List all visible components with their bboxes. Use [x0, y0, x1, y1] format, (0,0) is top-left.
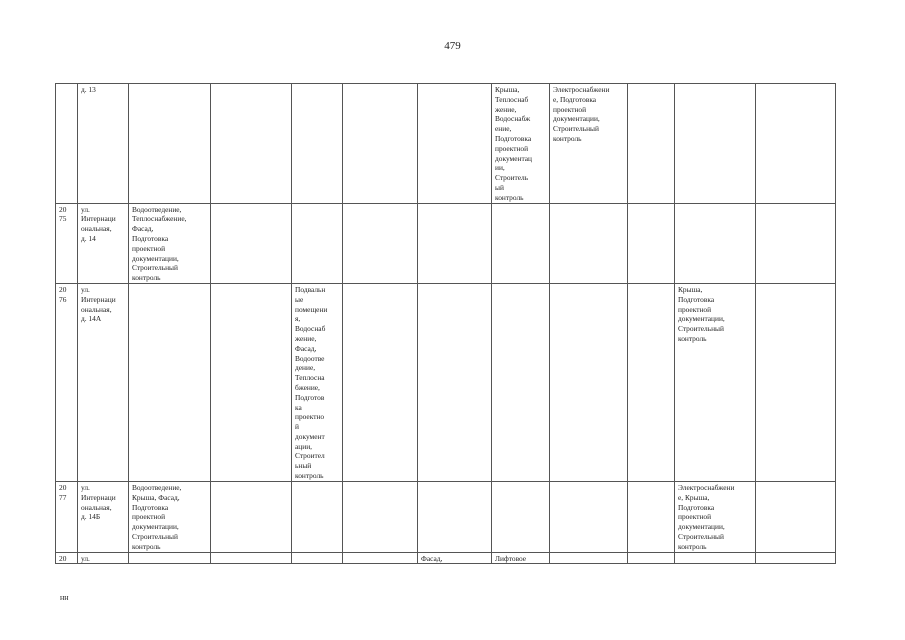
table-cell: Водоотведение, Крыша, Фасад, Подготовка проектной документации, Строительный контроль — [129, 481, 211, 552]
table-cell — [756, 481, 836, 552]
row-number: 20 76 — [56, 283, 78, 481]
table-cell — [756, 203, 836, 283]
table-cell — [550, 552, 628, 564]
table-cell: Крыша, Теплоснаб жение, Водоснабж ение, Подготовка проектной документац ии, Строитель ый контроль — [492, 84, 550, 204]
table-cell: Электроснабжени е, Подготовка проектной документации, Строительный контроль — [550, 84, 628, 204]
table-cell — [675, 203, 756, 283]
repair-schedule-table — [55, 83, 836, 564]
table-cell — [211, 552, 292, 564]
table-cell — [628, 283, 675, 481]
table-cell — [628, 203, 675, 283]
address-cell: ул. Интернаци ональная, д. 14 — [78, 203, 129, 283]
footer-mark: нн — [60, 593, 69, 602]
table-cell — [418, 481, 492, 552]
table-cell — [418, 203, 492, 283]
table-cell: Фасад, — [418, 552, 492, 564]
table-row — [56, 552, 836, 564]
table-cell — [756, 84, 836, 204]
table-cell: Электроснабжени е, Крыша, Подготовка проектной документации, Строительный контроль — [675, 481, 756, 552]
table-cell — [343, 84, 418, 204]
table-cell — [211, 481, 292, 552]
table-row — [56, 203, 836, 283]
table-cell — [628, 481, 675, 552]
table-cell — [343, 203, 418, 283]
table-cell: Подвальн ые помещени я, Водоснаб жение, Фасад, Водоотве дение, Теплосна бжение, Подготов ка проектно й документ ации, Строител ьный контроль — [292, 283, 343, 481]
table-cell — [343, 552, 418, 564]
table-cell — [492, 283, 550, 481]
table-cell — [292, 481, 343, 552]
table-cell — [492, 203, 550, 283]
table-row — [56, 481, 836, 552]
table-cell — [211, 283, 292, 481]
row-number: 20 77 — [56, 481, 78, 552]
table-cell — [343, 481, 418, 552]
page-number: 479 — [444, 40, 461, 52]
table-cell — [550, 283, 628, 481]
table-cell — [211, 84, 292, 204]
table-cell — [292, 203, 343, 283]
table-cell — [675, 552, 756, 564]
table-cell — [628, 552, 675, 564]
table-cell — [418, 283, 492, 481]
table-cell — [628, 84, 675, 204]
table-cell: Крыша, Подготовка проектной документации, Строительный контроль — [675, 283, 756, 481]
table-cell — [211, 203, 292, 283]
table-cell — [129, 84, 211, 204]
table-cell — [292, 552, 343, 564]
address-cell: ул. — [78, 552, 129, 564]
table-cell: Водоотведение, Теплоснабжение, Фасад, Подготовка проектной документации, Строительный контроль — [129, 203, 211, 283]
row-number: 20 75 — [56, 203, 78, 283]
table-cell — [675, 84, 756, 204]
table-cell — [129, 283, 211, 481]
table-cell — [418, 84, 492, 204]
address-cell: ул. Интернаци ональная, д. 14А — [78, 283, 129, 481]
table-row — [56, 283, 836, 481]
address-cell: ул. Интернаци ональная, д. 14Б — [78, 481, 129, 552]
table-cell — [756, 283, 836, 481]
table-cell — [292, 84, 343, 204]
table-cell — [343, 283, 418, 481]
row-number: 20 — [56, 552, 78, 564]
table-cell — [756, 552, 836, 564]
row-number — [56, 84, 78, 204]
table-cell — [550, 481, 628, 552]
table-cell: Лифтовое — [492, 552, 550, 564]
address-cell: д. 13 — [78, 84, 129, 204]
table-row — [56, 84, 836, 204]
table-cell — [129, 552, 211, 564]
table-cell — [492, 481, 550, 552]
table-cell — [550, 203, 628, 283]
